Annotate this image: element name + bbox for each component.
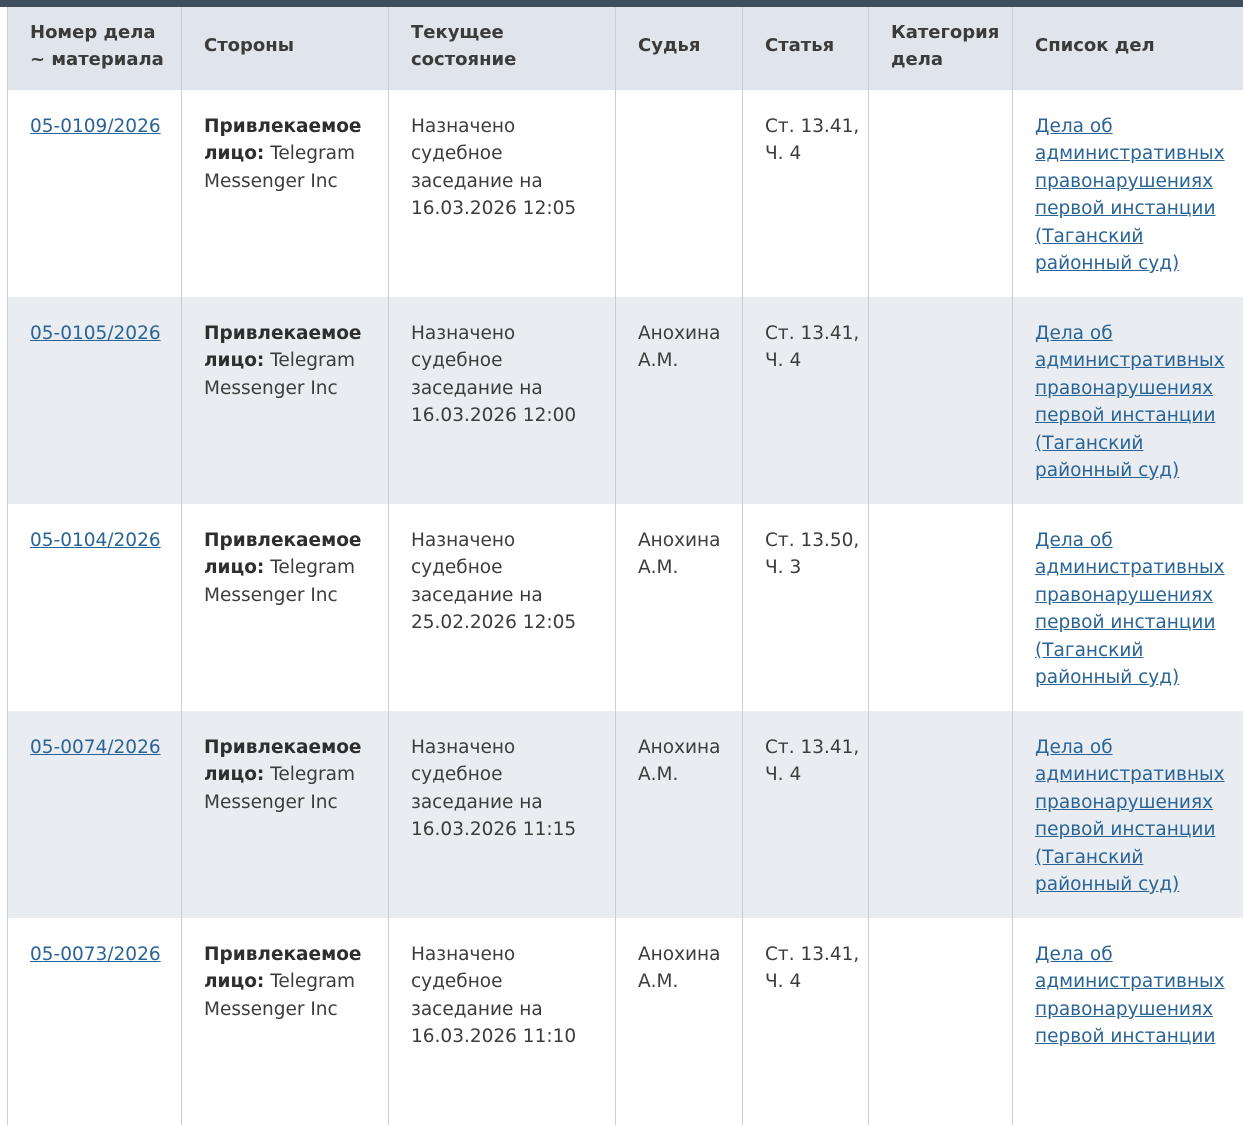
case-list-cell: [1013, 504, 1243, 711]
table-header-row: [8, 7, 1243, 90]
case-list-cell: [1013, 297, 1243, 504]
case-number-cell: [8, 504, 182, 711]
party-label: Привлекаемое лицо:: [204, 323, 361, 371]
case-list-cell: [1013, 90, 1243, 297]
top-bar: [0, 0, 1243, 7]
category-cell: [869, 504, 1013, 711]
case-number-cell: [8, 297, 182, 504]
table-row: [8, 90, 1243, 297]
judge-cell: Анохина А.М.: [616, 297, 743, 504]
case-number-link[interactable]: 05-0105/2026: [30, 323, 161, 344]
column-header-category: Категория дела: [869, 7, 1013, 90]
parties-cell: [182, 918, 389, 1125]
category-cell: [869, 90, 1013, 297]
status-cell: Назначено судебное заседание на 25.02.2026 12:05: [389, 504, 616, 711]
parties-cell: [182, 297, 389, 504]
case-list-link[interactable]: Дела об административных правонарушениях первой инстанции (Таганский районный суд): [1035, 530, 1225, 688]
party-label: Привлекаемое лицо:: [204, 944, 361, 992]
case-list-link[interactable]: Дела об административных правонарушениях первой инстанции (Таганский районный суд): [1035, 737, 1225, 895]
party-name: Telegram Messenger Inc: [204, 350, 355, 398]
column-header-case-number[interactable]: Номер дела ~ материала: [8, 7, 182, 90]
category-cell: [869, 297, 1013, 504]
party-label: Привлекаемое лицо:: [204, 737, 361, 785]
column-header-judge: Судья: [616, 7, 743, 90]
party-name: Telegram Messenger Inc: [204, 143, 355, 191]
judge-cell: [616, 90, 743, 297]
article-cell: Ст. 13.41, Ч. 4: [743, 918, 869, 1125]
cases-table: [7, 7, 1243, 1125]
party-name: Telegram Messenger Inc: [204, 557, 355, 605]
article-cell: Ст. 13.50, Ч. 3: [743, 504, 869, 711]
party-label: Привлекаемое лицо:: [204, 530, 361, 578]
status-cell: Назначено судебное заседание на 16.03.2026 12:05: [389, 90, 616, 297]
party-name: Telegram Messenger Inc: [204, 764, 355, 812]
column-header-status: Текущее состояние: [389, 7, 616, 90]
column-header-case-list: Список дел: [1013, 7, 1243, 90]
judge-cell: Анохина А.М.: [616, 504, 743, 711]
judge-cell: Анохина А.М.: [616, 711, 743, 918]
article-cell: Ст. 13.41, Ч. 4: [743, 297, 869, 504]
case-number-cell: [8, 90, 182, 297]
category-cell: [869, 711, 1013, 918]
case-list-link[interactable]: Дела об административных правонарушениях первой инстанции (Таганский районный суд): [1035, 116, 1225, 274]
party-name: Telegram Messenger Inc: [204, 971, 355, 1019]
column-header-article: Статья: [743, 7, 869, 90]
table-row: [8, 297, 1243, 504]
case-number-cell: [8, 918, 182, 1125]
case-list-cell: [1013, 711, 1243, 918]
case-number-link[interactable]: 05-0074/2026: [30, 737, 161, 758]
case-list-link[interactable]: Дела об административных правонарушениях первой инстанции (Таганский районный суд): [1035, 323, 1225, 481]
case-number-link[interactable]: 05-0073/2026: [30, 944, 161, 965]
column-header-parties: Стороны: [182, 7, 389, 90]
judge-cell: Анохина А.М.: [616, 918, 743, 1125]
category-cell: [869, 918, 1013, 1125]
status-cell: Назначено судебное заседание на 16.03.2026 12:00: [389, 297, 616, 504]
case-list-link[interactable]: Дела об административных правонарушениях первой инстанции: [1035, 944, 1225, 1047]
table-row: [8, 918, 1243, 1125]
parties-cell: [182, 90, 389, 297]
article-cell: Ст. 13.41, Ч. 4: [743, 711, 869, 918]
case-number-link[interactable]: 05-0109/2026: [30, 116, 161, 137]
party-label: Привлекаемое лицо:: [204, 116, 361, 164]
case-number-cell: [8, 711, 182, 918]
table-row: [8, 504, 1243, 711]
case-list-cell: [1013, 918, 1243, 1125]
status-cell: Назначено судебное заседание на 16.03.2026 11:10: [389, 918, 616, 1125]
status-cell: Назначено судебное заседание на 16.03.2026 11:15: [389, 711, 616, 918]
table-row: [8, 711, 1243, 918]
parties-cell: [182, 711, 389, 918]
case-number-link[interactable]: 05-0104/2026: [30, 530, 161, 551]
article-cell: Ст. 13.41, Ч. 4: [743, 90, 869, 297]
parties-cell: [182, 504, 389, 711]
